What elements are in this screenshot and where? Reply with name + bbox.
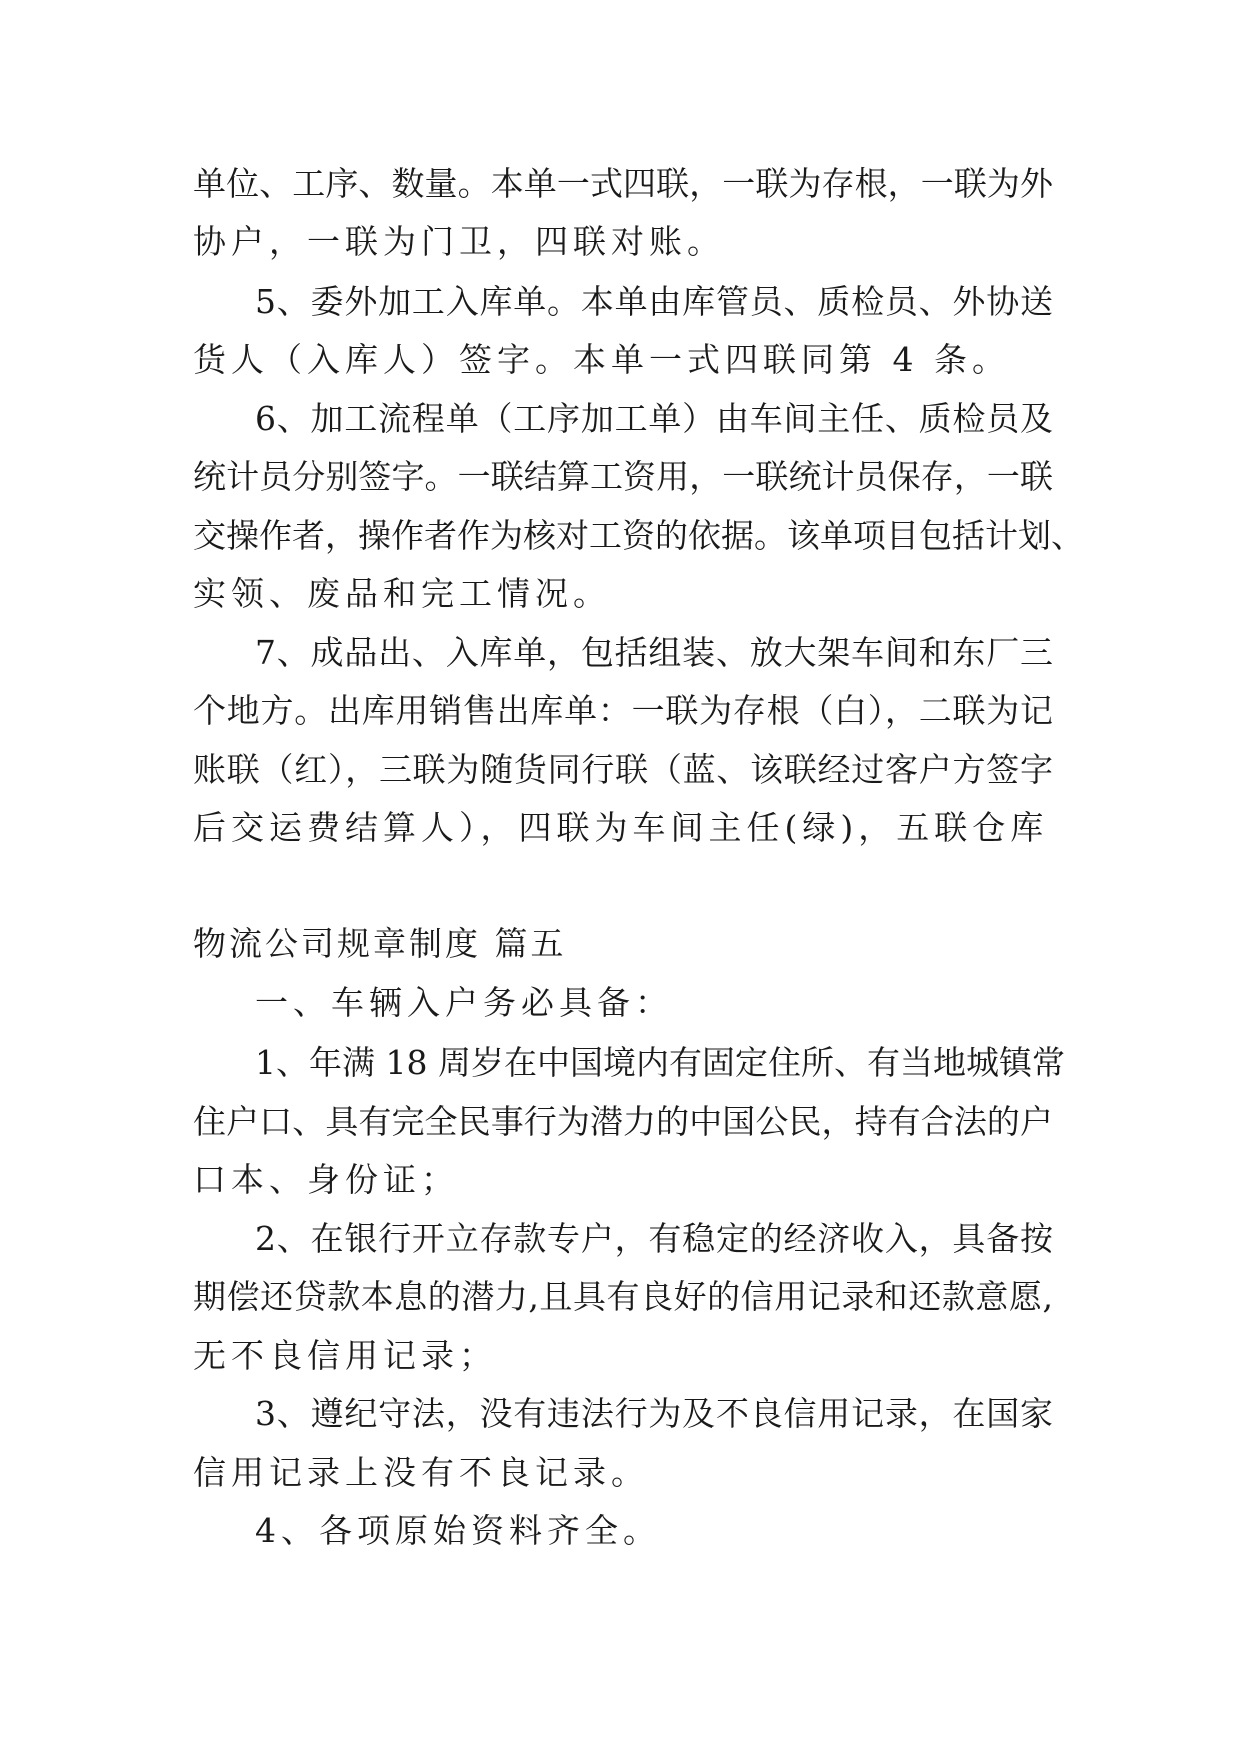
text-line: 口本、身份证；: [193, 1160, 459, 1199]
text-line: 交操作者，操作者作为核对工资的依据。该单项目包括计划、: [193, 516, 1084, 555]
text-line: 期偿还贷款本息的潜力,且具有良好的信用记录和还款意愿,: [193, 1277, 1053, 1316]
text-line: 单位、工序、数量。本单一式四联，一联为存根，一联为外: [193, 164, 1053, 203]
text-line: 个地方。出库用销售出库单：一联为存根（白），二联为记: [193, 691, 1053, 730]
text-line: 一、车辆入户务必具备：: [255, 983, 673, 1022]
text-line: 协户，一联为门卫，四联对账。: [193, 222, 725, 261]
text-line: 信用记录上没有不良记录。: [193, 1453, 649, 1492]
text-line: 1、年满 18 周岁在中国境内有固定住所、有当地城镇常: [255, 1043, 1065, 1082]
text-line: 货人（入库人）签字。本单一式四联同第 4 条。: [193, 340, 1010, 379]
text-line: 2、在银行开立存款专户，有稳定的经济收入，具备按: [255, 1219, 1053, 1258]
text-line: 3、遵纪守法，没有违法行为及不良信用记录，在国家: [255, 1394, 1053, 1433]
section-heading: 物流公司规章制度 篇五: [193, 924, 567, 963]
text-line: 统计员分别签字。一联结算工资用，一联统计员保存，一联: [193, 457, 1053, 496]
text-line: 实领、废品和完工情况。: [193, 574, 611, 613]
text-line: 5、委外加工入库单。本单由库管员、质检员、外协送: [255, 282, 1053, 321]
text-line: 7、成品出、入库单，包括组装、放大架车间和东厂三: [255, 633, 1053, 672]
text-line: 住户口、具有完全民事行为潜力的中国公民，持有合法的户: [193, 1102, 1053, 1141]
text-line: 无不良信用记录；: [193, 1336, 497, 1375]
text-line: 账联（红），三联为随货同行联（蓝、该联经过客户方签字: [193, 750, 1053, 789]
text-line: 后交运费结算人），四联为车间主任(绿)，五联仓库: [193, 808, 1049, 847]
text-line: 6、加工流程单（工序加工单）由车间主任、质检员及: [255, 399, 1053, 438]
text-line: 4、各项原始资料齐全。: [255, 1511, 661, 1550]
